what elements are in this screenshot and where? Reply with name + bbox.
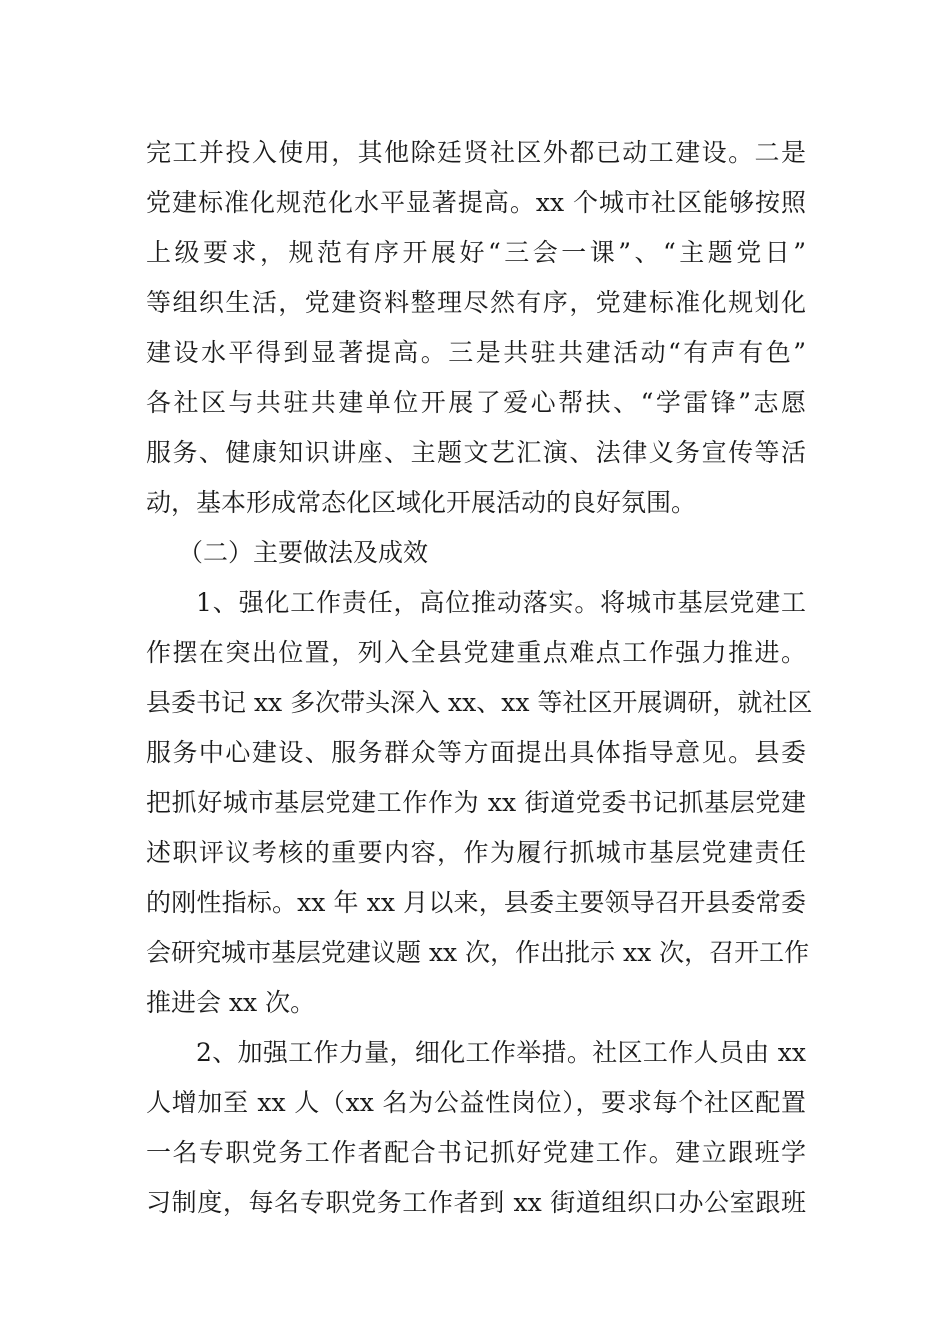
body-text-line: 习制度，每名专职党务工作者到 xx 街道组织口办公室跟班 <box>146 1188 806 1217</box>
body-text-line: 各社区与共驻共建单位开展了爱心帮扶、“学雷锋”志愿 <box>146 388 806 417</box>
body-text-line: 服务、健康知识讲座、主题文艺汇演、法律义务宣传等活 <box>146 438 806 467</box>
paragraph-first-line: 2、加强工作力量，细化工作举措。社区工作人员由 xx <box>196 1038 806 1067</box>
body-text-line: 推进会 xx 次。 <box>146 988 316 1017</box>
section-heading: （二）主要做法及成效 <box>178 538 429 567</box>
paragraph-first-line: 1、强化工作责任，高位推动落实。将城市基层党建工 <box>196 588 806 617</box>
body-text-line: 述职评议考核的重要内容，作为履行抓城市基层党建责任 <box>146 838 806 867</box>
body-text-line: 等组织生活，党建资料整理尽然有序，党建标准化规划化 <box>146 288 806 317</box>
body-text-line: 上级要求，规范有序开展好“三会一课”、“主题党日” <box>146 238 806 267</box>
body-text-line: 的刚性指标。xx 年 xx 月以来，县委主要领导召开县委常委 <box>146 888 806 917</box>
body-text-line: 完工并投入使用，其他除廷贤社区外都已动工建设。二是 <box>146 138 806 167</box>
body-text-line: 动，基本形成常态化区域化开展活动的良好氛围。 <box>146 488 697 517</box>
body-text-line: 人增加至 xx 人（xx 名为公益性岗位），要求每个社区配置 <box>146 1088 806 1117</box>
body-text-line: 党建标准化规范化水平显著提高。xx 个城市社区能够按照 <box>146 188 806 217</box>
body-text-line: 作摆在突出位置，列入全县党建重点难点工作强力推进。 <box>146 638 806 667</box>
body-text-line: 建设水平得到显著提高。三是共驻共建活动“有声有色” <box>146 338 806 367</box>
body-text-line: 把抓好城市基层党建工作作为 xx 街道党委书记抓基层党建 <box>146 788 806 817</box>
body-text-line: 县委书记 xx 多次带头深入 xx、xx 等社区开展调研，就社区 <box>146 688 813 717</box>
body-text-line: 一名专职党务工作者配合书记抓好党建工作。建立跟班学 <box>146 1138 806 1167</box>
body-text-line: 服务中心建设、服务群众等方面提出具体指导意见。县委 <box>146 738 806 767</box>
body-text-line: 会研究城市基层党建议题 xx 次，作出批示 xx 次，召开工作 <box>146 938 810 967</box>
